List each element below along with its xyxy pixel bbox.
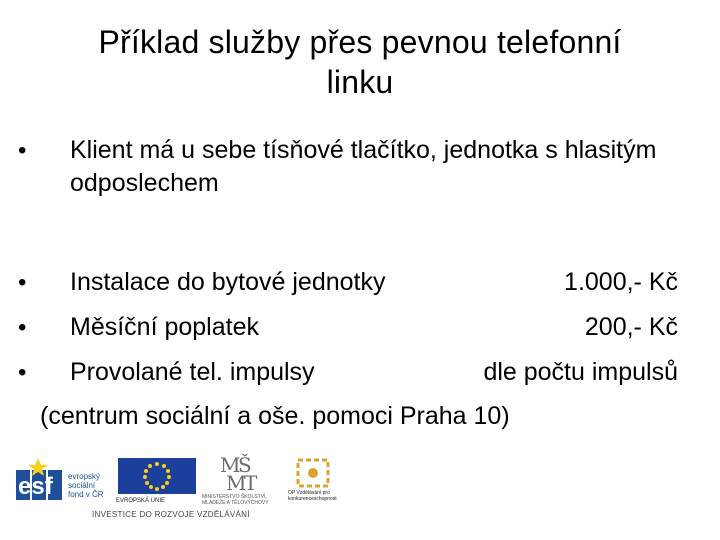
svg-text:T: T [244,471,258,492]
price-row-impulses [18,356,678,389]
eu-label: EVROPSKÁ UNIE [116,498,166,504]
eu-flag-logo [116,456,198,506]
svg-text:Š: Š [238,453,252,477]
bullet-marker: • [18,314,27,341]
esf-line-3: fond v ČR [68,490,104,499]
msmt-logo [202,452,282,508]
bullet-marker: • [18,269,27,296]
source-note: (centrum sociální a oše. pomoci Praha 10) [40,402,510,430]
price-label: Provolané tel. impulsy [70,358,315,386]
esf-line-1: evropský [68,472,101,481]
op-vk-logo-mark [288,456,348,488]
title-line-1: Příklad služby přes pevnou telefonní [98,24,622,60]
bullet-text: Klient má u sebe tísňové tlačítko, jednotka s hlasitým odposlechem [70,136,657,197]
op-vk-logo [288,456,348,506]
svg-text:M: M [220,453,241,477]
msmt-label: MINISTERSTVO ŠKOLSTVÍ, MLÁDEŽE A TĚLOVÝCHOVY [202,494,269,506]
slide-title [40,22,680,102]
footer-tagline: INVESTICE DO ROZVOJE VZDĚLÁVÁNÍ [92,510,250,519]
esf-line-2: sociální [68,481,96,490]
price-row-monthly-fee [18,311,678,344]
logo-strip [16,452,346,524]
price-value: dle počtu impulsů [483,358,678,386]
eu-flag-icon [116,456,198,496]
price-row-installation [18,266,678,299]
msmt-logo-mark [202,452,282,492]
svg-text:M: M [226,471,247,492]
price-value: 1.000,- Kč [564,268,678,296]
op-vk-label: OP Vzdělávání pro konkurenceschopnost [288,490,337,502]
price-label: Instalace do bytové jednotky [70,268,386,296]
price-value: 200,- Kč [584,313,678,341]
title-line-2: linku [326,64,394,100]
bullet-marker: • [18,359,27,386]
price-label: Měsíční poplatek [70,313,259,341]
bullet-marker: • [18,137,27,164]
esf-logo [16,456,111,506]
svg-text:esf: esf [18,473,53,500]
